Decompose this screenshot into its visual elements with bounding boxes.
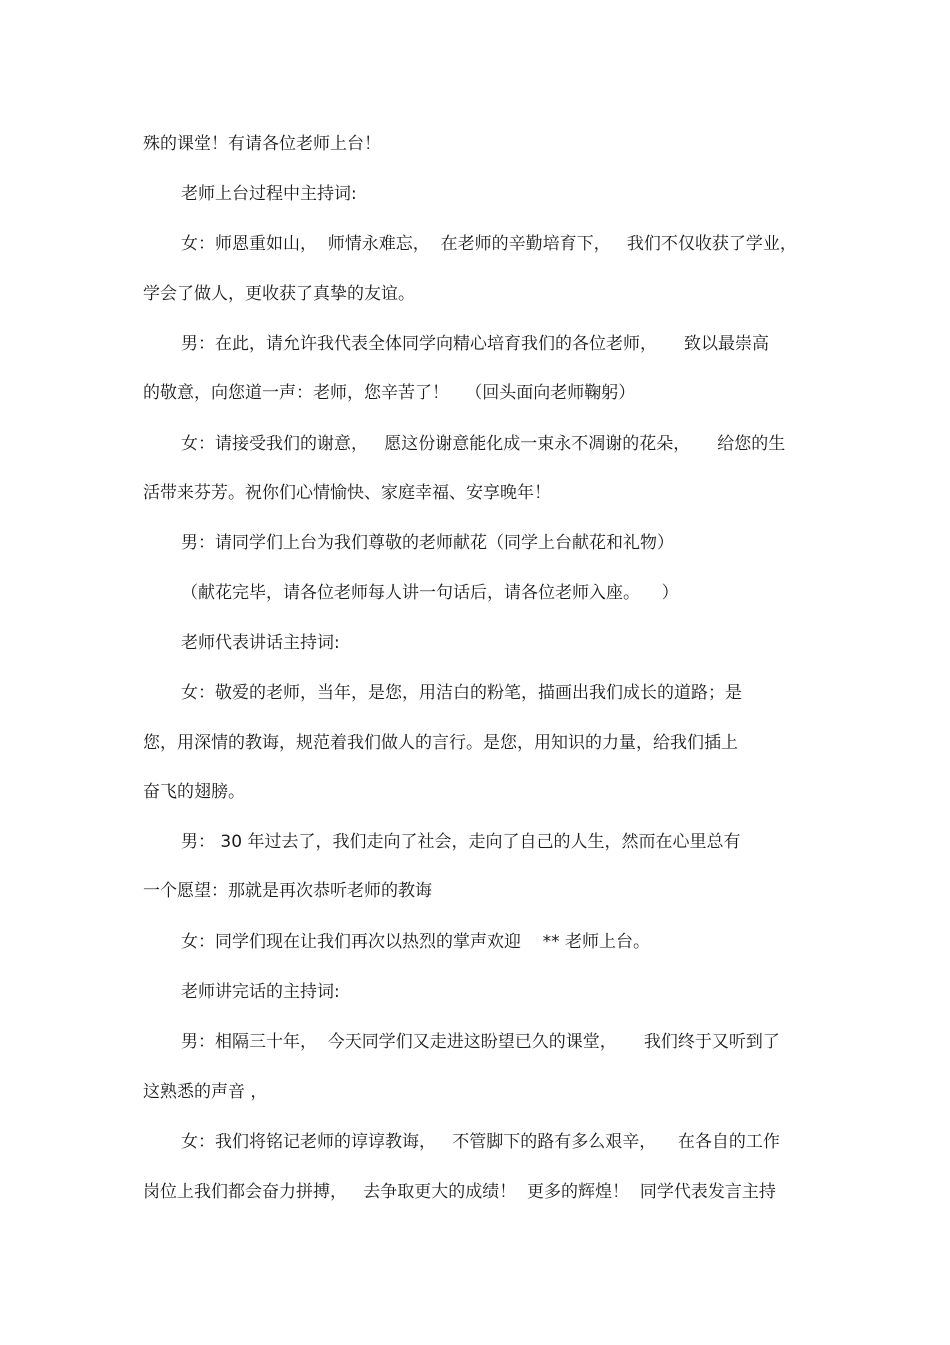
text-line: 女：师恩重如山， 师情永难忘， 在老师的辛勤培育下， 我们不仅收获了学业， bbox=[181, 234, 797, 254]
text-line: 老师上台过程中主持词: bbox=[181, 184, 357, 204]
text-line: 男：请同学们上台为我们尊敬的老师献花（同学上台献花和礼物） bbox=[181, 533, 674, 553]
text-line: 这熟悉的声音 ， bbox=[143, 1082, 268, 1102]
text-line: 男：相隔三十年， 今天同学们又走进这盼望已久的课堂， 我们终于又听到了 bbox=[181, 1032, 780, 1052]
text-line: 老师讲完话的主持词: bbox=[181, 982, 340, 1002]
text-line: 奋飞的翅膀。 bbox=[143, 782, 245, 802]
text-line: 男：在此，请允许我代表全体同学向精心培育我们的各位老师， 致以最崇高 bbox=[181, 334, 770, 354]
text-line: 岗位上我们都会奋力拼搏， 去争取更大的成绩！ 更多的辉煌！ 同学代表发言主持 bbox=[143, 1182, 776, 1202]
text-line: 老师代表讲话主持词: bbox=[181, 633, 340, 653]
text-line: 女：我们将铭记老师的谆谆教诲， 不管脚下的路有多么艰辛， 在各自的工作 bbox=[181, 1132, 780, 1152]
text-line: 活带来芬芳。祝你们心情愉快、家庭幸福、安享晚年！ bbox=[143, 483, 551, 503]
text-line: 男： 30 年过去了，我们走向了社会，走向了自己的人生，然而在心里总有 bbox=[181, 832, 741, 852]
text-line: 女：同学们现在让我们再次以热烈的掌声欢迎 ** 老师上台。 bbox=[181, 932, 651, 952]
text-line: 女：敬爱的老师，当年，是您，用洁白的粉笔，描画出我们成长的道路；是 bbox=[181, 683, 742, 703]
text-line: 您，用深情的教诲，规范着我们做人的言行。是您，用知识的力量，给我们插上 bbox=[143, 733, 738, 753]
text-line: 一个愿望：那就是再次恭听老师的教诲 bbox=[143, 881, 432, 901]
text-line: 的敬意，向您道一声：老师，您辛苦了！ （回头面向老师鞠躬） bbox=[143, 383, 636, 403]
text-line: 女：请接受我们的谢意， 愿这份谢意能化成一束永不凋谢的花朵， 给您的生 bbox=[181, 434, 786, 454]
text-line: （献花完毕，请各位老师每人讲一句话后，请各位老师入座。 ） bbox=[181, 583, 679, 603]
text-line: 殊的课堂！有请各位老师上台！ bbox=[143, 134, 381, 154]
text-line: 学会了做人，更收获了真挚的友谊。 bbox=[143, 284, 415, 304]
